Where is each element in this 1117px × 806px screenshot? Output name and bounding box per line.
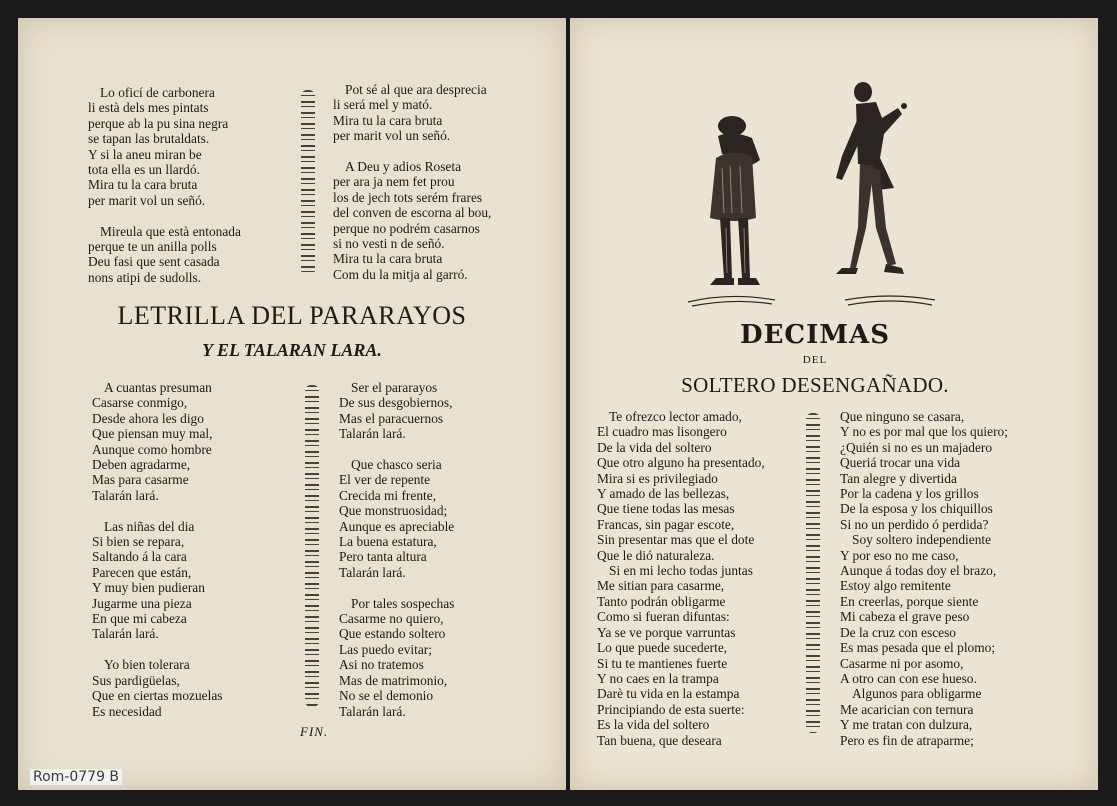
verse-line: li será mel y mató. [333, 97, 433, 113]
verse-line: Mira tu la cara bruta [333, 112, 443, 128]
stanza-gap [88, 208, 241, 223]
fin-mark: FIN. [300, 724, 329, 739]
verse-line: se tapan las brutaldats. [88, 131, 210, 147]
verse-line: Francas, sin pagar escote, [597, 516, 735, 532]
verse-line: Mira tu la cara bruta [88, 177, 198, 193]
verse-line: Que le dió naturaleza. [597, 547, 715, 563]
verse-line: Me sitian para casarme, [597, 578, 725, 594]
verse-line: Me acarician con ternura [840, 701, 974, 717]
verse-line: si no vesti n de señó. [333, 236, 445, 252]
decimas-column-right [840, 409, 1008, 748]
verse-line: Algunos para obligarme [852, 686, 982, 702]
verse-line: Queriá trocar una vida [840, 455, 961, 471]
verse-line: Si tu te mantienes fuerte [597, 655, 728, 671]
verse-line: Que tiene todas las mesas [597, 501, 735, 517]
verse-line: Lo oficí de carbonera [100, 85, 215, 100]
verse-line: De la esposa y los chiquillos [840, 501, 993, 517]
verse-line: Las niñas del dia [104, 518, 195, 534]
verse-line: Que monstruosidad; [339, 503, 448, 519]
letrilla-column-left [92, 380, 223, 719]
verse-line: perque ab la pu sina negra [88, 115, 229, 131]
verse-line: No se el demonio [339, 688, 434, 704]
decimas-title: DECIMAS [740, 320, 890, 350]
verse-line: li està dels mes pintats [88, 100, 209, 116]
verse-line: Es la vida del soltero [597, 717, 710, 733]
verse-line: ¿Quién si no es un majadero [840, 439, 993, 455]
verse-line: A Deu y adios Roseta [345, 159, 462, 175]
verse-line: Mira si es privilegiado [597, 470, 718, 486]
verse-line: A otro can con ese hueso. [840, 670, 977, 686]
verse-line: Talarán lará. [339, 564, 406, 580]
verse-line: Y me tratan con dulzura, [840, 717, 973, 733]
verse-line: Com du la mitja al garró. [333, 266, 468, 282]
verse-line: Yo bien tolerara [104, 657, 190, 673]
stanza-gap [333, 144, 491, 159]
verse-line: Es mas pesada que el plomo; [840, 640, 996, 656]
verse-line: Sin presentar mas que el dote [597, 532, 755, 548]
verse-line: Mireula que està entonada [100, 223, 241, 239]
verse-line: El cuadro mas lisongero [597, 424, 727, 440]
verse-line: Principiando de esta suerte: [597, 701, 745, 717]
verse-line: Ser el pararayos [351, 380, 438, 395]
ornamental-divider [806, 413, 820, 733]
verse-line: Que piensan muy mal, [92, 426, 213, 442]
verse-line: De la vida del soltero [597, 439, 712, 455]
verse-line: Y si la aneu miran be [88, 146, 202, 162]
verse-line: Tanto podrán obligarme [597, 593, 726, 609]
verse-line: Soy soltero independiente [852, 532, 992, 548]
verse-line: Si bien se repara, [92, 534, 185, 550]
verse-line: Y no es por mal que los quiero; [840, 424, 1008, 440]
letrilla-subtitle: Y EL TALARAN LARA. [202, 340, 382, 360]
left-page [18, 18, 566, 790]
verse-line: Te ofrezco lector amado, [609, 409, 742, 424]
verse-line: Parecen que están, [92, 564, 192, 580]
verse-line: En que mi cabeza [92, 611, 187, 627]
verse-line: per marit vol un señó. [88, 192, 206, 208]
stanza-gap [339, 580, 454, 595]
verse-line: Pero es fin de atraparme; [840, 732, 974, 748]
verse-line: Pero tanta altura [339, 549, 427, 565]
verse-line: El ver de repente [339, 472, 431, 488]
verse-line: En creerlas, porque siente [840, 593, 979, 609]
verse-line: Aunque como hombre [92, 441, 212, 457]
verse-line: Como si fueran difuntas: [597, 609, 730, 625]
verse-line: Mas el paracuernos [339, 410, 444, 426]
verse-line: Es necesidad [92, 703, 162, 719]
verse-line: tota ella es un llardó. [88, 162, 200, 178]
verse-line: Y no caes en la trampa [597, 670, 719, 686]
verse-line: La buena estatura, [339, 534, 437, 550]
verse-line: Que en ciertas mozuelas [92, 688, 223, 704]
decimas-subtitle: SOLTERO DESENGAÑADO. [681, 373, 949, 397]
verse-line: Lo que puede sucederte, [597, 640, 728, 656]
top-poem-column-left [88, 85, 241, 285]
verse-line: Estoy algo remitente [840, 578, 951, 594]
verse-line: Mira tu la cara bruta [333, 251, 443, 267]
verse-line: Aunque á todas doy el brazo, [840, 563, 997, 579]
verse-line: per marit vol un señó. [333, 128, 451, 144]
verse-line: Y amado de las bellezas, [597, 486, 730, 502]
verse-line: De la cruz con esceso [840, 624, 956, 640]
verse-line: per ara ja nem fet prou [333, 174, 455, 190]
verse-line: Ya se ve porque varruntas [597, 624, 736, 640]
verse-line: Asi no tratemos [339, 657, 424, 673]
verse-line: los de jech tots serém frares [333, 189, 483, 205]
verse-line: Por la cadena y los grillos [840, 486, 979, 502]
verse-line: Aunque es apreciable [339, 518, 455, 534]
verse-line: Que otro alguno ha presentado, [597, 455, 765, 471]
verse-line: Crecida mi frente, [339, 487, 437, 503]
decimas-del: DEL [802, 354, 828, 366]
verse-line: Talarán lará. [92, 626, 159, 642]
verse-line: Darè tu vida en la estampa [597, 686, 740, 702]
shelfmark-label: Rom-0779 B [30, 769, 122, 785]
verse-line: A cuantas presuman [104, 380, 212, 395]
letrilla-title: LETRILLA DEL PARARAYOS [117, 301, 467, 330]
verse-line: Tan buena, que deseara [597, 732, 722, 748]
verse-line: Que chasco seria [351, 457, 442, 473]
right-page [570, 18, 1098, 790]
verse-line: Que ninguno se casara, [840, 409, 965, 424]
verse-line: Talarán lará. [339, 426, 406, 442]
verse-line: Si en mi lecho todas juntas [609, 563, 753, 579]
verse-line: Casarse conmigo, [92, 395, 188, 411]
verse-line: Tan alegre y divertida [840, 470, 957, 486]
woodcut-illustration [680, 78, 940, 308]
verse-line: De sus desgobiernos, [339, 395, 453, 411]
verse-line: Si no un perdido ó perdida? [840, 516, 989, 532]
verse-line: Talarán lará. [92, 487, 159, 503]
letrilla-column-right [339, 380, 454, 719]
verse-line: Saltando á la cara [92, 549, 187, 565]
verse-line: Deben agradarme, [92, 457, 191, 473]
verse-line: Y muy bien pudieran [92, 580, 205, 596]
ornamental-divider [305, 385, 319, 707]
verse-line: Casarme no quiero, [339, 611, 444, 627]
verse-line: del conven de escorna al bou, [333, 205, 492, 221]
verse-line: Mas para casarme [92, 472, 189, 488]
verse-line: Jugarme una pieza [92, 595, 192, 611]
decimas-column-left [597, 409, 765, 748]
top-poem-column-right [333, 82, 491, 282]
verse-line: Por tales sospechas [351, 595, 455, 611]
verse-line: Mas de matrimonio, [339, 672, 448, 688]
verse-line: perque te un anilla polls [88, 239, 217, 255]
stanza-gap [92, 642, 223, 657]
verse-line: Las puedo evitar; [339, 641, 432, 657]
verse-line: nons atipi de sudolls. [88, 269, 202, 285]
verse-line: Sus pardigüelas, [92, 672, 180, 688]
verse-line: Y por eso no me caso, [840, 547, 959, 563]
ornamental-divider [301, 90, 315, 276]
verse-line: Casarme ni por asomo, [840, 655, 964, 671]
stanza-gap [92, 503, 223, 518]
verse-line: Que estando soltero [339, 626, 446, 642]
verse-line: Desde ahora les digo [92, 410, 204, 426]
verse-line: Pot sé al que ara desprecia [345, 82, 487, 97]
verse-line: perque no podrém casarnos [333, 220, 480, 236]
verse-line: Talarán lará. [339, 703, 406, 719]
verse-line: Deu fasi que sent casada [88, 254, 220, 270]
stanza-gap [339, 442, 454, 457]
verse-line: Mi cabeza el grave peso [840, 609, 970, 625]
